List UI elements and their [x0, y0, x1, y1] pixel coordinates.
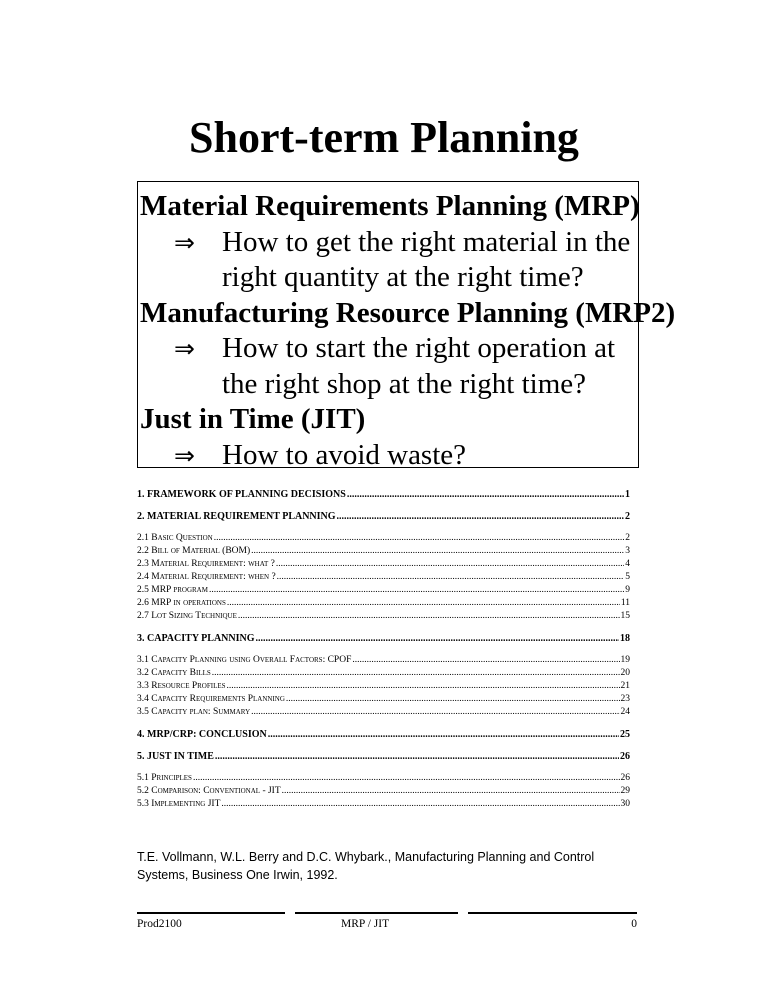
- toc-entry-page: 4: [625, 559, 630, 569]
- toc-leader-dots: [282, 785, 620, 798]
- toc-entry-title: 2.2 Bill of Material (BOM): [137, 546, 251, 556]
- toc-leader-dots: [286, 693, 620, 706]
- toc-entry[interactable]: [137, 654, 630, 667]
- toc-entry[interactable]: [137, 545, 630, 558]
- toc-entry-title: 4. MRP/CRP: CONCLUSION: [137, 729, 267, 740]
- footer-page-number: 0: [631, 918, 637, 930]
- toc-entry-page: 29: [620, 786, 630, 796]
- question-line: How to start the right operation at: [222, 332, 616, 364]
- toc-entry-title: 2.5 MRP program: [137, 585, 208, 595]
- footer-title: MRP / JIT: [341, 918, 390, 930]
- toc-leader-dots: [214, 532, 625, 545]
- toc-entry[interactable]: [137, 680, 630, 693]
- toc-leader-dots: [212, 667, 620, 680]
- toc-leader-dots: [221, 798, 619, 811]
- toc-entry-page: 1: [625, 489, 630, 500]
- toc-leader-dots: [251, 545, 624, 558]
- toc-entry-title: 2.4 Material Requirement: when ?: [137, 572, 276, 582]
- toc-entry-page: 21: [620, 681, 630, 691]
- toc-entry-page: 15: [620, 611, 630, 621]
- toc-entry-page: 9: [625, 585, 630, 595]
- toc-entry-title: 3.1 Capacity Planning using Overall Factors: CPOF: [137, 655, 352, 665]
- toc-entry-title: 2.1 Basic Question: [137, 533, 213, 543]
- toc-entry[interactable]: [137, 772, 630, 785]
- toc-leader-dots: [209, 584, 624, 597]
- section-question-mrp2: [140, 331, 638, 402]
- implies-arrow-icon: ⇒: [174, 334, 195, 363]
- toc-leader-dots: [193, 772, 620, 785]
- toc-entry[interactable]: [137, 571, 630, 584]
- toc-entry-page: 2: [625, 511, 630, 522]
- section-question-jit: [140, 438, 638, 474]
- toc-entry-page: 5: [625, 572, 630, 582]
- toc-entry-page: 18: [620, 633, 630, 644]
- toc-entry-title: 3.3 Resource Profiles: [137, 681, 226, 691]
- toc-leader-dots: [227, 597, 620, 610]
- toc-entry-page: 26: [620, 773, 630, 783]
- toc-leader-dots: [251, 706, 619, 719]
- toc-leader-dots: [277, 571, 625, 584]
- toc-leader-dots: [227, 680, 620, 693]
- footer-rule-right: [468, 912, 637, 914]
- toc-entry-title: 5.3 Implementing JIT: [137, 799, 221, 809]
- toc-entry-title: 5. JUST IN TIME: [137, 751, 214, 762]
- toc-entry[interactable]: [137, 667, 630, 680]
- toc-entry-title: 3.5 Capacity plan: Summary: [137, 707, 251, 717]
- toc-entry-page: 3: [625, 546, 630, 556]
- toc-entry-page: 23: [620, 694, 630, 704]
- toc-entry-page: 30: [620, 799, 630, 809]
- toc-entry-page: 24: [620, 707, 630, 717]
- toc-entry[interactable]: [137, 785, 630, 798]
- toc-entry[interactable]: [137, 610, 630, 623]
- section-heading-mrp2: Manufacturing Resource Planning (MRP2): [140, 296, 676, 329]
- toc-entry[interactable]: [137, 693, 630, 706]
- reference-citation: T.E. Vollmann, W.L. Berry and D.C. Whybark., Manufacturing Planning and Control Systems, Business One Irwin, 1992.: [137, 850, 595, 882]
- question-line: How to get the right material in the: [222, 225, 631, 258]
- toc-entry-title: 2.3 Material Requirement: what ?: [137, 559, 275, 569]
- toc-leader-dots: [215, 750, 619, 763]
- toc-entry-title: 1. FRAMEWORK OF PLANNING DECISIONS: [137, 489, 346, 500]
- toc-leader-dots: [256, 632, 620, 645]
- toc-entry-title: 5.1 Principles: [137, 773, 192, 783]
- toc-entry[interactable]: [137, 488, 630, 501]
- toc-entry-title: 3.2 Capacity Bills: [137, 668, 211, 678]
- toc-entry[interactable]: [137, 706, 630, 719]
- implies-arrow-icon: ⇒: [174, 440, 195, 470]
- toc-leader-dots: [352, 654, 619, 667]
- footer-rule-left: [137, 912, 285, 914]
- section-question-mrp: [140, 225, 638, 296]
- toc-entry-title: 2.6 MRP in operations: [137, 598, 226, 608]
- toc-leader-dots: [276, 558, 624, 571]
- footer-rules: [137, 912, 637, 915]
- page-footer: [137, 912, 637, 934]
- toc-entry[interactable]: [137, 728, 630, 741]
- toc-entry-page: 11: [620, 598, 630, 608]
- toc-entry[interactable]: [137, 632, 630, 645]
- toc-entry-title: 5.2 Comparison: Conventional - JIT: [137, 786, 281, 796]
- question-line: right quantity at the right time?: [222, 261, 584, 293]
- toc-entry-page: 19: [620, 655, 630, 665]
- toc-leader-dots: [238, 610, 620, 623]
- toc-entry[interactable]: [137, 798, 630, 811]
- toc-entry-page: 2: [625, 533, 630, 543]
- toc-entry-title: 2.7 Lot Sizing Technique: [137, 611, 237, 621]
- toc-entry[interactable]: [137, 532, 630, 545]
- toc-entry-page: 20: [620, 668, 630, 678]
- toc-entry[interactable]: [137, 510, 630, 523]
- toc-entry[interactable]: [137, 597, 630, 610]
- question-line: the right shop at the right time?: [222, 367, 587, 400]
- question-line: How to avoid waste?: [222, 438, 467, 471]
- table-of-contents: [137, 488, 630, 811]
- toc-leader-dots: [337, 510, 624, 523]
- implies-arrow-icon: ⇒: [174, 227, 195, 257]
- section-heading-jit: Just in Time (JIT): [140, 403, 366, 435]
- section-heading-mrp: Material Requirements Planning (MRP): [140, 190, 640, 222]
- footer-rule-center: [295, 912, 458, 914]
- toc-entry[interactable]: [137, 750, 630, 763]
- toc-entry[interactable]: [137, 558, 630, 571]
- toc-entry-page: 26: [620, 751, 630, 762]
- page-title: Short-term Planning: [189, 113, 579, 162]
- footer-course-code: Prod2100: [137, 918, 182, 930]
- toc-entry-page: 25: [620, 729, 630, 740]
- toc-entry-title: 3.4 Capacity Requirements Planning: [137, 694, 285, 704]
- summary-box: [137, 181, 676, 471]
- toc-entry-title: 2. MATERIAL REQUIREMENT PLANNING: [137, 511, 336, 522]
- toc-leader-dots: [347, 488, 624, 501]
- toc-leader-dots: [268, 728, 619, 741]
- toc-entry-title: 3. CAPACITY PLANNING: [137, 633, 255, 644]
- toc-entry[interactable]: [137, 584, 630, 597]
